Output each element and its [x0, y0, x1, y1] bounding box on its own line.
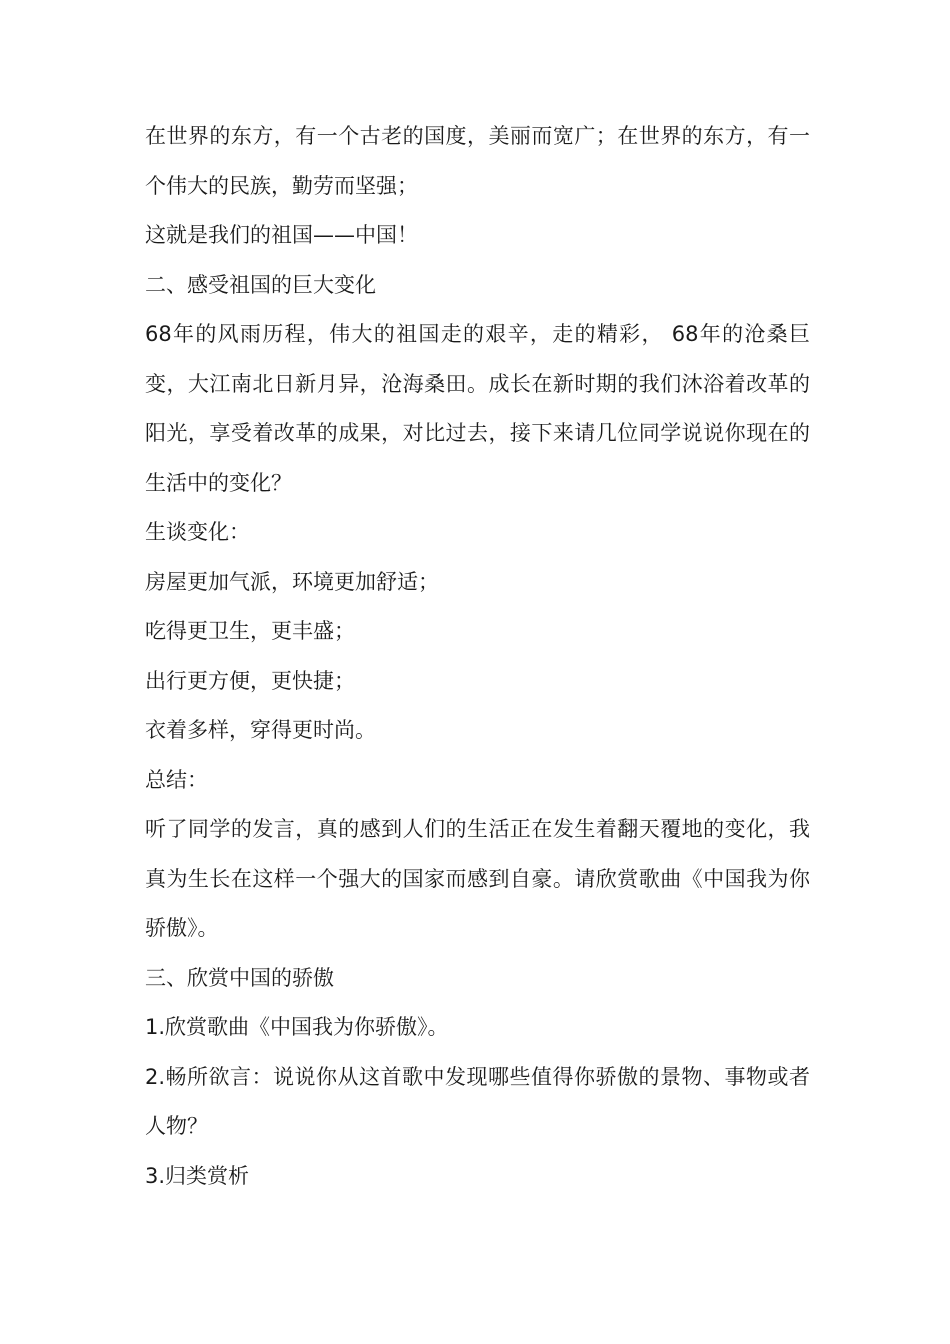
paragraph-motherland: 这就是我们的祖国——中国！ [145, 223, 418, 247]
paragraph-intro: 在世界的东方，有一个古老的国度，美丽而宽广；在世界的东方，有一个伟大的民族，勤劳而坚强； [145, 124, 810, 198]
section-heading-2: 二、感受祖国的巨大变化 [145, 272, 376, 297]
paragraph-summary-label: 总结： [145, 767, 208, 792]
section-heading-3: 三、欣赏中国的骄傲 [145, 965, 334, 990]
paragraph-student-talk: 生谈变化： [145, 520, 250, 544]
list-item-discussion: 2.畅所欲言：说说你从这首歌中发现哪些值得你骄傲的景物、事物或者人物？ [145, 1064, 810, 1138]
list-item-song: 1.欣赏歌曲《中国我为你骄傲》。 [145, 1015, 449, 1039]
list-item-classify: 3.归类赏析 [145, 1163, 250, 1188]
paragraph-68-years: 68年的风雨历程，伟大的祖国走的艰辛，走的精彩， 68年的沧桑巨变，大江南北日新月异，沧海桑田。成长在新时期的我们沐浴着改革的阳光，享受着改革的成果，对比过去，接下来请几位同学说说你现在的生活中的变化？ [145, 322, 810, 495]
document-body [145, 112, 810, 1201]
list-item-travel: 出行更方便，更快捷； [145, 668, 355, 693]
list-item-clothing: 衣着多样，穿得更时尚。 [145, 718, 376, 742]
list-item-housing: 房屋更加气派，环境更加舒适； [145, 569, 439, 594]
list-item-food: 吃得更卫生，更丰盛； [145, 619, 355, 643]
paragraph-summary: 听了同学的发言，真的感到人们的生活正在发生着翻天覆地的变化，我真为生长在这样一个强大的国家而感到自豪。请欣赏歌曲《中国我为你骄傲》。 [145, 817, 810, 940]
